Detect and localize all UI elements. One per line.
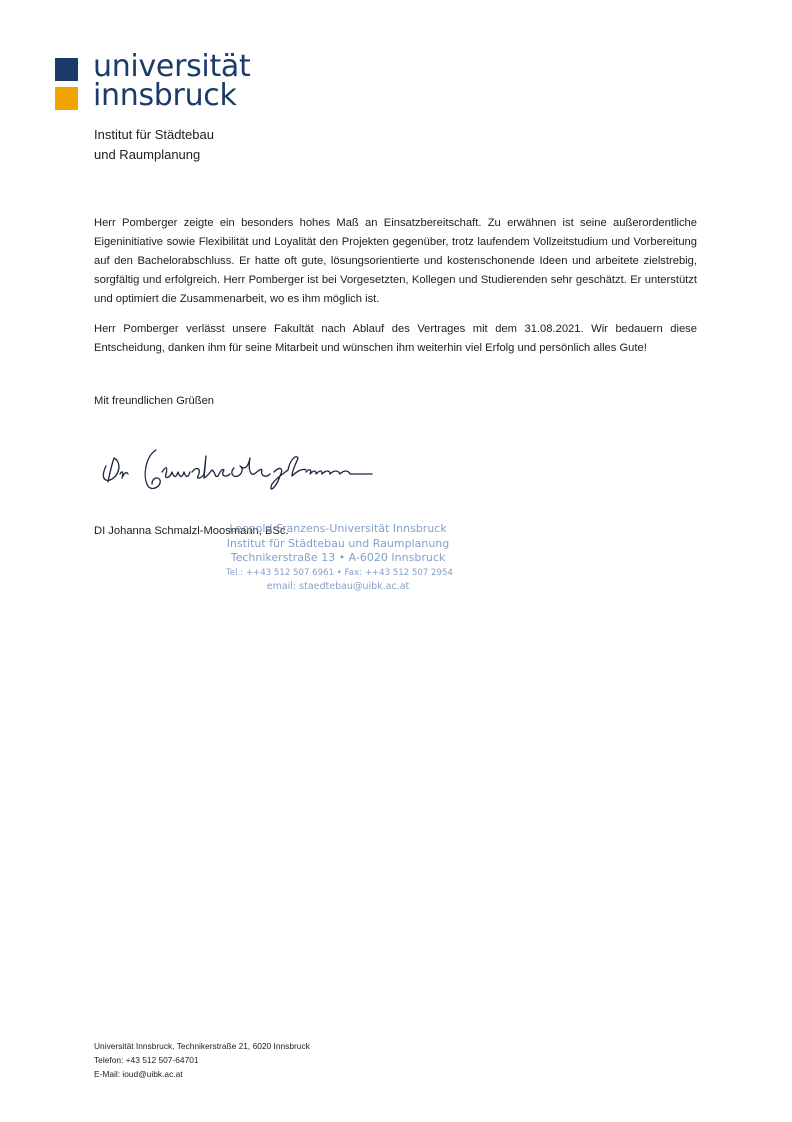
logo-word-universitaet: universität: [93, 49, 251, 84]
signer-name: DI Johanna Schmalzl-Moosmann, BSc.: [94, 525, 289, 537]
handwritten-signature: [92, 436, 382, 500]
institute-name: [94, 125, 214, 165]
closing-salutation: Mit freundlichen Grüßen: [94, 395, 215, 407]
logo-gold-square: [55, 87, 78, 110]
letter-paragraph-1: Herr Pomberger zeigte ein besonders hohes Maß an Einsatzbereitschaft. Zu erwähnen ist seine außerordentliche Eigeninitiative sowie Flexibilität und Loyalität den Projekten gegenüber, trotz laufendem Vollzeitstudium und Vorbereitung auf den Bachelorabschluss. Er hatte oft gute, lösungsorientierte und kostenschonende Ideen und arbeitete zielstrebig, sorgfältig und erfolgreich. Herr Pomberger ist bei Vorgesetzten, Kollegen und Studierenden sehr geschätzt. Er unterstützt und optimiert die Zusammenarbeit, wo es ihm möglich ist.: [94, 217, 697, 305]
stamp-line-1: Leopold-Franzens-Universität Innsbruck: [229, 522, 447, 535]
page-footer: [94, 1039, 310, 1081]
footer-phone: Telefon: +43 512 507-64701: [94, 1055, 199, 1065]
letter-paragraph-2: Herr Pomberger verlässt unsere Fakultät nach Ablauf des Vertrages mit dem 31.08.2021. Wir bedauern diese Entscheidung, danken ihm für seine Mitarbeit und wünschen ihm weiterhin viel Erfolg und persönlich alles Gute!: [94, 323, 697, 354]
logo-blue-square: [55, 58, 78, 81]
footer-email: E-Mail: ioud@uibk.ac.at: [94, 1069, 183, 1079]
stamp-line-5: email: staedtebau@uibk.ac.at: [266, 581, 410, 592]
stamp-line-3: Technikerstraße 13 • A-6020 Innsbruck: [230, 551, 446, 564]
institute-stamp: [226, 522, 453, 595]
institute-line-1: Institut für Städtebau: [94, 127, 214, 142]
logo-word-innsbruck: innsbruck: [93, 78, 237, 113]
stamp-line-4: Tel.: ++43 512 507 6961 • Fax: ++43 512 507 2954: [226, 567, 453, 578]
footer-address: Universität Innsbruck, Technikerstraße 21, 6020 Innsbruck: [94, 1041, 310, 1051]
institute-line-2: und Raumplanung: [94, 147, 201, 162]
stamp-line-2: Institut für Städtebau und Raumplanung: [226, 536, 450, 550]
